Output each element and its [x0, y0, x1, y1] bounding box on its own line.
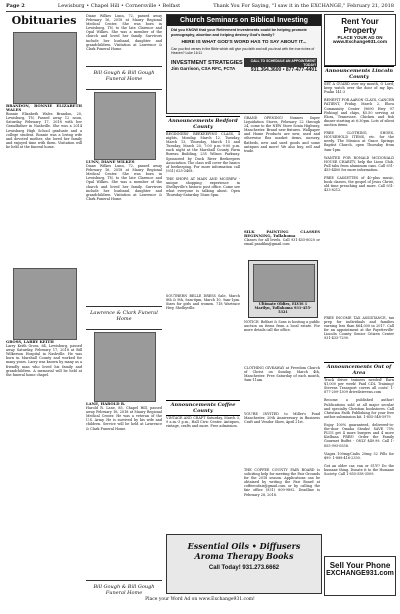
header-tagline: Thank You For Saying, "I saw it in the EXCHANGE," February 21, 2018 [213, 3, 394, 9]
obituary-continued: Diane Wilkes Lunn, 72, passed away February 16, 2018 at Maury Regional Medical Center. She was born in Lewisburg, TN, to the late Clarence and Opal Wilkes. She was a member of the church and loved her family. Survivors include her husband, daughter and grandchildren. Visitation at Lawrence & Clark Funeral Home. [86, 14, 162, 51]
footer: Place your Word Ad on www.Exchange931.com! [145, 597, 255, 602]
obituary-gross: GROSS, LARRY KEITH Larry Keith Gross, 64, Lewisburg, passed away Saturday, February 17, 2018 at Bill Wilkerson Hospital in Nashville. He was born in Marshall County and worked for many years. Larry was known by many as a friendly man who loved his family and grandchildren. A memorial will be held at the funeral home chapel. [6, 340, 82, 377]
bedford-title-block: Announcements Bedford County [166, 116, 240, 132]
funeral-home-logo-2: Lawrence & Clark Funeral Home [86, 306, 162, 330]
sell-phone-ad: Sell Your Phone EXCHANGE931.com [324, 556, 396, 596]
obituary-photo-gross [13, 268, 77, 340]
miller-pond-invite: YOU'RE INVITED to Miller's Pond Manchester, 20th Anniversary in Business Craft and Vendor Show, April 21st. [244, 412, 320, 425]
bedford-announcements: BEGINNERS' BEEKEEPING CLASS, 4 nights, Monday, March 12, Tuesday, March 13, Thursday, March 15 and Tuesday, March 20, 7:00 p.m.-9:00 p.m. each night at the Marshall County Farm Bureau Building, 235 Wilson Parkway. Sponsored by Duck River Beekeepers Association. The class will cover the basics of beekeeping. For more information call (931) 625-3408. THE SHOPS AT MAIN AND MCGREW - unique shopping experience in Shelbyville's historic post office. Come see what everyone is talking about. Open Thursday-Saturday 10am-5pm. [166, 132, 240, 198]
lincoln-announcements: SET A GUARD over my mouth, O Lord; keep watch over the door of my lips. Psalm 141:3 BENEFIT FOR AARON CLAYS, CANCER PATIENT, Friday, March 2, Elora Community Center (9690 Hwy 97 Fishing) and chips, $5.50 serving at Elora, Tennessee. Chicken and fish dinner starting at 6:30pm. Lots of silent auction items. FREE CLOTHING, SHOES, HOUSEHOLD ITEMS, etc. for the needy. The Mission at Grace Springs Baptist Church, open Thursday from 9am-1pm. WANTED FOR RONALD MCDONALD HOUSE CHARITY, help the Lions Club. Pull tabs from aluminum cans. Call 931-455-4400 for more information. FREE CASSETTES of 40-plus music, book classes, the gospel of Jesus Christ, old time preaching and more. Call 931-433-8212. [324, 82, 394, 193]
obituary-photo-lane [94, 332, 156, 402]
page-number: Page 2 [6, 3, 25, 9]
silk-painting-classes: SILK PAINTING CLASSES BEGINNING, Tullahoma Classes for all levels. Call 931-455-8020 or email pandilm@gmail.com [244, 230, 320, 247]
obituaries-title: Obituaries [11, 14, 77, 27]
funeral-home-logo-1: Bill Gough & Bill Gough Funeral Home [86, 66, 162, 90]
southern-belle-dress: SOUTHERN BELLE DRESS Sale, March 8th & 9th, 9am-6pm, March 10, 9am-1pm. Sizes for girls and women. 718 Wartrace Hwy, Shelbyville. [166, 294, 240, 311]
aroma-therapy-ad: Essential Oils • Diffusers Aroma Therapy Books Call Today! 931.273.6662 [166, 534, 322, 594]
obituary-lane: LANE, HAROLD R. Harold R. Lane, 85, Chapel Hill, passed away February 16, 2018 at Maury Regional Medical Center. He was a veteran of the U.S. Army. He is survived by his wife and children. Service will be held at Lawrence & Clark Funeral Home. [86, 402, 162, 431]
paper-name: Lewisburg • Chapel Hill • Cornersville • Belfast [57, 3, 181, 9]
clothing-giveaway: CLOTHING GIVEAWAY at Freedom Church of Christ on Sunday, March 4th, Manchester. Free Saturday of each month, 9am-11am. [244, 366, 320, 383]
obituary-photo-brandon [13, 32, 77, 104]
coffee-title-block: Announcements Coffee County [166, 400, 240, 416]
public-auction-notice: NOTICE: Belfast & Sons is hosting a public auction on items from a local estate. For more details call the office. [244, 320, 320, 333]
lincoln-title-block: Announcements Lincoln County [325, 68, 393, 80]
page-header [6, 3, 394, 12]
free-income-tax: FREE INCOME TAX ASSISTANCE, tax prep for individuals and families earning less than $64,000 in 2017. Call for an appointment at the Fayetteville-Lincoln County Senior Citizen Center 931-433-7290. [324, 316, 394, 341]
oldies-photo-ad: Ultimate Oldies, ELVIS 1 Marilyn, Tullahoma 931-455-5321 [248, 260, 318, 318]
out-of-area-title-block: Announcements Out of Area [324, 362, 394, 378]
coffee-fair-board: THE COFFEE COUNTY FAIR BOARD is soliciting help for meeting the Fair Grounds for the 2018 season. Applications can be obtained by writing the Fair Board at coffeecofair@gmail.com or by calling the fair office (931) 609-9892. Deadline is February 28, 2018. [244, 468, 320, 497]
obituary-photo-lunn [94, 92, 156, 160]
coffee-announcements: VINTAGE AND CRAFT Saturday, March 3, 9 a.m.-3 p.m., Hall Civic Center. Antiques, vintage, crafts and more. Free admission. [166, 416, 240, 429]
church-seminar-ad: Church Seminars on Biblical Investing Did you KNOW that your Retirement Investments could be helping promote pornography, abortion and helping destroy God's family? HERE IS WHAT GOD'S WORD HAS TO SAY ABOUT IT... Can you find verses in the Bible which will give you faith and will you trust with the true riches of Heaven? Luke 16:11 INVESTMENT STRATEGIES Jim Garrison, CSA RFC, FCTA CALL TO SCHEDULE AN APPOINTMENT TODAY! 931.364.3600 • 877-477-4401 [166, 14, 322, 114]
grand-opening-notice: GRAND OPENING! Nunnes Super Liquidation Stores, February 22 through 24, come to the NEW Store Sonia Highway, Manchester. Brand new fixtures. Wallpaper and Home Products are new, used and otherwise flea market items, nursery, flatbeds, new and used goods and some antiques and more! We also buy, sell and trade. [244, 116, 320, 153]
rent-property-ad: Rent Your Property PLACE YOUR AD ON www.Exchange931.com [324, 14, 396, 66]
out-of-area-announcements: Truck driver trainees needed! Earn $1,000 per week! Paid CDL Training! Stevens Transport covers all costs! 1-877-209-1309 drive4stevens.com Become a published author! Publications sold at all major secular and specialty Christian bookstores. Call Christian Faith Publishing for your free author submission kit. 1-855-548-5979 Enjoy 100% guaranteed, delivered-to-the-door Omaha Steaks! SAVE 75% PLUS get 4 more burgers and 4 more Kielbasa FREE! Order the Family Gourmet Buffet - ONLY $49.99. Call 1-855-993-0558. Viagra 100mg/Cialis 20mg 52 Pills for $99. 1-888-416-2330. Got an older car, van or SUV? Do the humane thing. Donate it to the Humane Society. Call 1-855-558-3509. [324, 378, 394, 477]
obituary-brandon: BRANDON, BONNIE ELIZABETH WALES Bonnie Elizabeth Wales Brandon, 20, Lewisburg, TN, Passed away 12 noon, Saturday February 17, 2018 with her Grandfather in Nashville. She was a 2014 Lewisburg High School graduate and a college student. Bonnie was a loving wife and devoted mother, she loved her family and enjoyed time with them. Visitation will be held at the funeral home. [6, 104, 82, 149]
funeral-home-logo-3: Bill Gough & Bill Gough Funeral Home [86, 580, 162, 603]
obituary-lunn: LUNN, DIANE WILKES Diane Wilkes Lunn, 72, passed away February 16, 2018 at Maury Regional Medical Center. She was born in Lewisburg, TN, to the late Clarence and Opal Wilkes. She was a member of the church and loved her family. Survivors include her husband, daughter and grandchildren. Visitation at Lawrence & Clark Funeral Home. [86, 160, 162, 201]
